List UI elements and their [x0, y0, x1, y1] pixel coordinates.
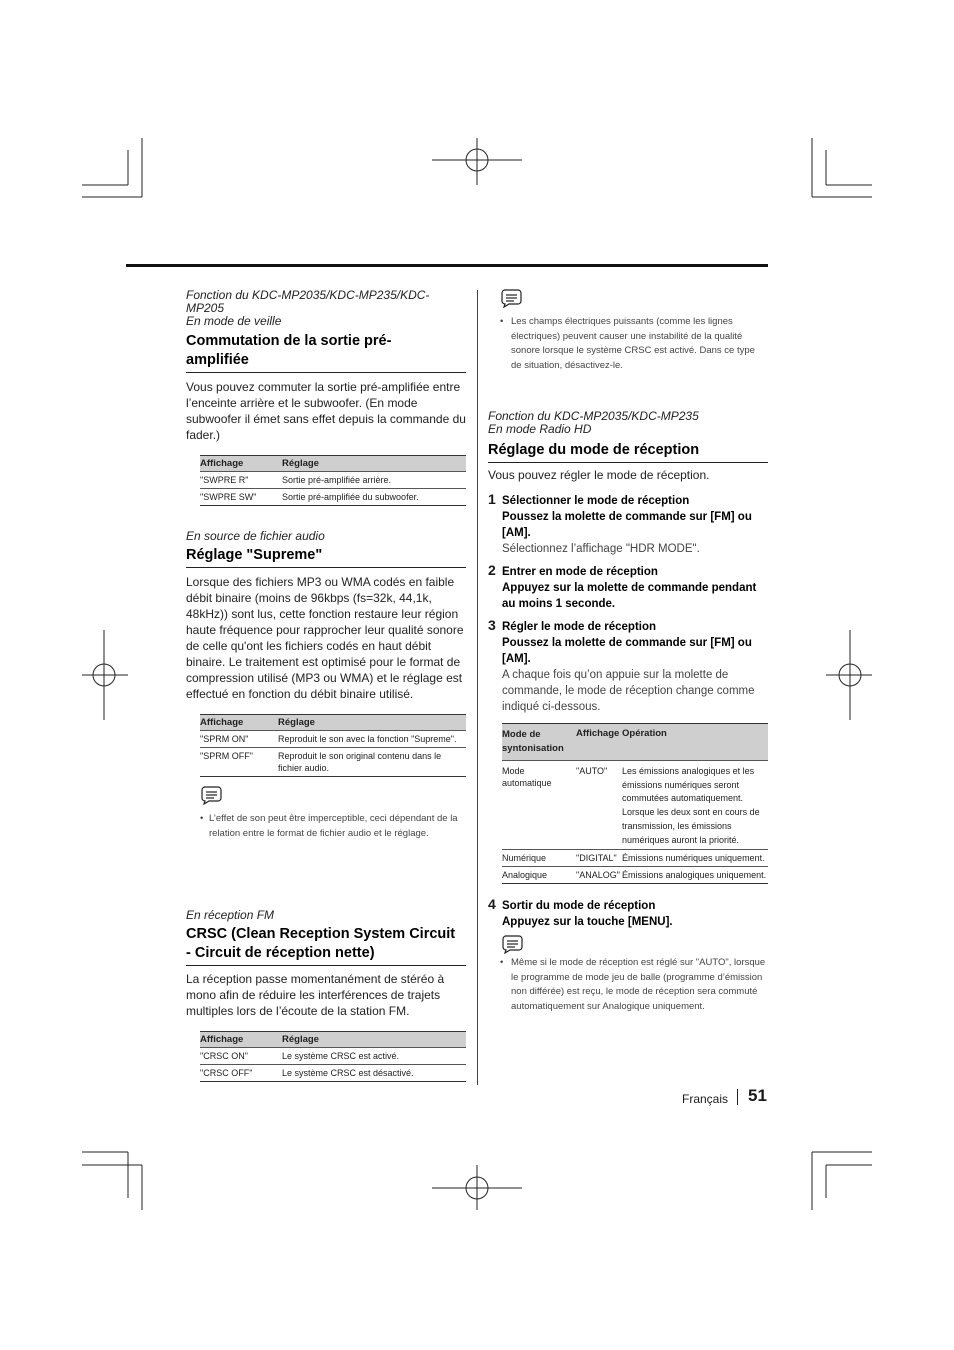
section-body: Lorsque des fichiers MP3 ou WMA codés en faible débit binaire (moins de 96kbps (fs=32k, 44,1k, 48kHz)) sont lus, cette fonction restaure leur région haute fréquence pour rapprocher leur qualité sonore de celle qu'ont les fichiers codés en haut débit binaire. Le traitement est optimisé pour le format de compression utilisé (MP3 ou WMA) et le réglage est effectué en fonction du débit binaire utilisé. [186, 575, 464, 701]
section-crsc [186, 909, 466, 1082]
table-row: "CRSC ON" Le système CRSC est activé. [200, 1048, 466, 1065]
table-header: Réglage [282, 456, 466, 472]
section-body: Vous pouvez commuter la sortie pré-amplifiée entre l’enceinte arrière et le subwoofer. (En mode subwoofer il émet sans effet depuis la commande du fader.) [186, 380, 466, 442]
mode-table [502, 723, 768, 884]
note: • L’effet de son peut être imperceptible, ceci dépendant de la relation entre le format de fichier audio et le réglage. [200, 813, 458, 839]
table-row: "SWPRE R" Sortie pré-amplifiée arrière. [200, 472, 466, 489]
settings-table [200, 714, 466, 777]
step-title: Entrer en mode de réception [502, 566, 658, 578]
step-title: Sortir du mode de réception [502, 900, 656, 913]
note-icon [200, 785, 222, 805]
section-intro: Vous pouvez régler le mode de réception. [488, 468, 710, 482]
step-action: Appuyez sur la touche [MENU]. [502, 916, 673, 929]
step-detail: Sélectionnez l’affichage "HDR MODE". [502, 543, 700, 555]
section-title-line: CRSC (Clean Reception System Circuit [186, 926, 456, 942]
column-divider [477, 290, 478, 1085]
section-reception-mode [488, 410, 768, 1014]
step [488, 493, 768, 557]
bullet-icon: • [500, 316, 504, 327]
step-detail: A chaque fois qu’on appuie sur la molette de commande, le mode de réception change comme indiqué ci-dessous. [502, 669, 755, 713]
section-supreme [186, 530, 466, 841]
table-row: "CRSC OFF" Le système CRSC est désactivé. [200, 1065, 466, 1082]
context-line: En source de fichier audio [186, 529, 325, 543]
table-header: Opération [622, 724, 768, 761]
note-crsc [500, 288, 768, 373]
table-header: Affichage [200, 1032, 282, 1048]
table-row: "SPRM OFF" Reproduit le son original contenu dans le fichier audio. [200, 748, 466, 777]
table-row: Numérique "DIGITAL" Émissions numériques uniquement. [502, 850, 768, 867]
context-line: En mode de veille [186, 314, 282, 328]
section-title-line: Commutation de la sortie pré- [186, 333, 392, 349]
table-header: Mode de syntonisation [502, 724, 576, 761]
step [488, 564, 768, 612]
context-line: En réception FM [186, 908, 275, 922]
step-title: Sélectionner le mode de réception [502, 495, 690, 507]
context-line: Fonction du KDC-MP2035/KDC-MP235/KDC-MP205 [186, 288, 430, 315]
section-body: La réception passe momentanément de stéréo à mono afin de réduire les interférences de trajets multiples lors de l’écoute de la station FM. [186, 972, 445, 1018]
registration-target-right [826, 630, 872, 720]
registration-target-left [82, 630, 128, 720]
bullet-icon: • [500, 957, 504, 969]
settings-table [200, 1031, 466, 1082]
section-title: Réglage du mode de réception [488, 441, 768, 463]
section-title [186, 332, 466, 373]
section-title: Réglage "Supreme" [186, 546, 466, 568]
context-line: Fonction du KDC-MP2035/KDC-MP235 [488, 409, 699, 423]
table-row: "SPRM ON" Reproduit le son avec la fonction "Supreme". [200, 731, 466, 748]
context-line: En mode Radio HD [488, 422, 592, 436]
section-title-line: amplifiée [186, 352, 249, 368]
page-number: 51 [748, 1086, 767, 1105]
registration-target-bottom [432, 1165, 522, 1210]
step-action: Poussez la molette de commande sur [FM] ou [AM]. [502, 511, 752, 539]
step [488, 619, 768, 715]
table-row: Analogique "ANALOG" Émissions analogiques uniquement. [502, 867, 768, 884]
section-title [186, 925, 466, 966]
table-row: "SWPRE SW" Sortie pré-amplifiée du subwoofer. [200, 489, 466, 506]
note: • Les champs électriques puissants (comme les lignes électriques) peuvent causer une instabilité de la qualité sonore lorsque le système CRSC est activé. Dans ce type de situation, désactivez-le. [500, 316, 755, 371]
note-icon [501, 934, 523, 954]
table-header: Réglage [282, 1032, 466, 1048]
step-number: 1 [488, 491, 496, 507]
footer-language: Français [682, 1092, 729, 1106]
step-number: 4 [488, 896, 496, 913]
note: • Même si le mode de réception est réglé sur "AUTO", lorsque le programme de mode jeu de balle (programme d’émission non différée) est reçu, le mode de réception sera commuté automatiquement sur Analogique uniquement. [500, 957, 766, 1012]
step [488, 898, 768, 930]
step-number: 2 [488, 562, 496, 578]
section-preamp [186, 289, 466, 506]
table-header: Affichage [200, 715, 278, 731]
table-header: Affichage [576, 724, 622, 761]
section-title-line: - Circuit de réception nette) [186, 945, 375, 961]
settings-table [200, 455, 466, 506]
table-header: Affichage [200, 456, 282, 472]
step-action: Appuyez sur la molette de commande pendant au moins 1 seconde. [502, 582, 757, 610]
step-action: Poussez la molette de commande sur [FM] ou [AM]. [502, 637, 752, 665]
table-row: Mode automatique "AUTO" Les émissions analogiques et les émissions numériques seront commutées automatiquement. Lorsque les deux sont en cours de transmission, les émissions numériques auront la priorité. [502, 761, 768, 850]
note-icon [500, 288, 522, 308]
step-title: Régler le mode de réception [502, 621, 657, 633]
header-rule [126, 264, 768, 267]
bullet-icon: • [200, 813, 204, 824]
footer-divider [737, 1089, 738, 1105]
footer [660, 1086, 770, 1108]
registration-target-top [432, 138, 522, 185]
table-header: Réglage [278, 715, 466, 731]
step-number: 3 [488, 617, 496, 633]
